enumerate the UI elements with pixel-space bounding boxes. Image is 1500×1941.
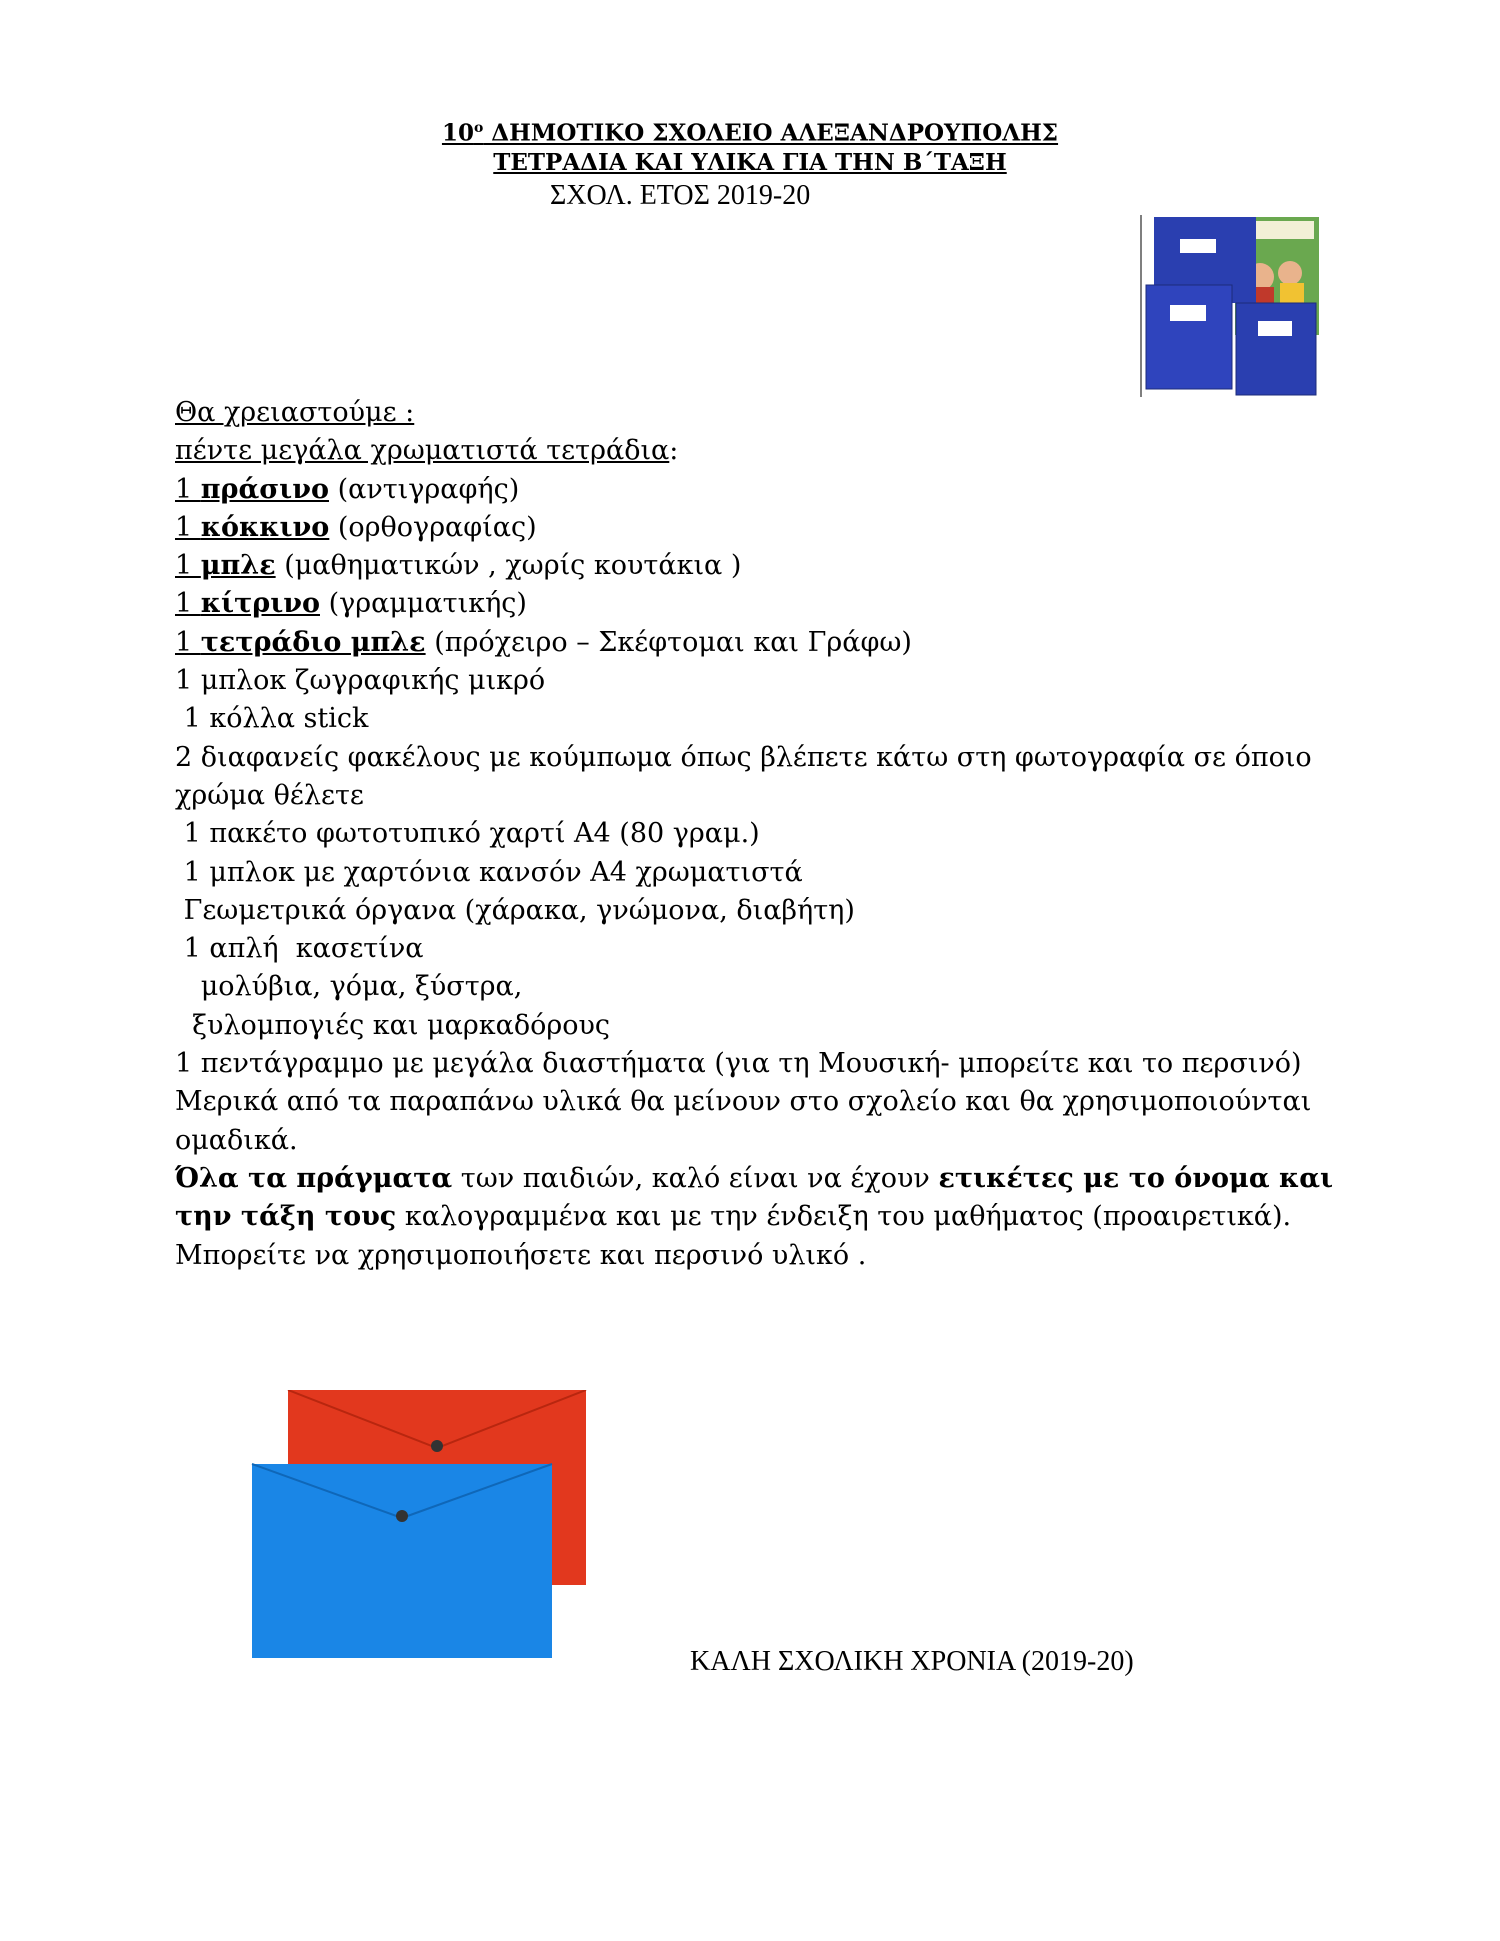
supply-item: 1 απλή κασετίνα xyxy=(175,933,424,965)
supplies-list xyxy=(175,394,1355,1275)
supply-item: 1 πεντάγραμμο με μεγάλα διαστήματα (για τη Μουσική- μπορείτε και το περσινό) xyxy=(175,1048,1302,1080)
supply-item: Γεωμετρικά όργανα (χάρακα, γνώμονα, διαβήτη) xyxy=(175,894,855,926)
notebook-item: 1 τετράδιο μπλε (πρόχειρο – Σκέφτομαι και Γράφω) xyxy=(175,626,912,658)
note-labels: Όλα τα πράγματα των παιδιών, καλό είναι να έχουν ετικέτες με το όνομα και την τάξη τους καλογραμμένα και με την ένδειξη του μαθήματος (προαιρετικά). xyxy=(175,1162,1334,1233)
page-title xyxy=(0,113,1500,149)
supply-item: 1 κόλλα stick xyxy=(175,703,369,735)
blue-notebook-icon xyxy=(1236,303,1316,395)
folders-photo xyxy=(250,1390,590,1660)
school-year: ΣΧΟΛ. ΕΤΟΣ 2019-20 xyxy=(550,180,811,211)
supply-item: 1 πακέτο φωτοτυπικό χαρτί Α4 (80 γραμ.) xyxy=(175,818,760,850)
notebook-item: 1 κόκκινο (ορθογραφίας) xyxy=(175,511,537,543)
supply-item: 1 μπλοκ ζωγραφικής μικρό xyxy=(175,665,546,697)
notebooks-photo xyxy=(1140,215,1320,397)
supply-item: 2 διαφανείς φακέλους με κούμπωμα όπως βλέπετε κάτω στη φωτογραφία σε όποιο χρώμα θέλετε xyxy=(175,741,1312,811)
school-number: 10 xyxy=(441,119,474,147)
notebook-item: 1 μπλε (μαθηματικών , χωρίς κουτάκια ) xyxy=(175,550,742,582)
supply-item: μολύβια, γόμα, ξύστρα, xyxy=(175,971,523,1003)
notebook-item: 1 κίτρινο (γραμματικής) xyxy=(175,588,527,620)
blue-notebook-icon xyxy=(1146,285,1232,389)
supply-item: ξυλομπογιές και μαρκαδόρους xyxy=(175,1009,610,1041)
closing-greeting: ΚΑΛΗ ΣΧΟΛΙΚΗ ΧΡΟΝΙΑ (2019-20) xyxy=(690,1646,1134,1677)
ordinal-suffix: ο xyxy=(473,120,484,136)
intro-notebooks: πέντε μεγάλα χρωματιστά τετράδια: xyxy=(175,435,679,467)
note-shared: Μερικά από τα παραπάνω υλικά θα μείνουν στο σχολείο και θα χρησιμοποιούνται ομαδικά. xyxy=(175,1086,1312,1156)
school-name: ΔΗΜΟΤΙΚΟ ΣΧΟΛΕΙΟ ΑΛΕΞΑΝΔΡΟΥΠΟΛΗΣ xyxy=(483,119,1059,147)
supply-item: 1 μπλοκ με χαρτόνια κανσόν Α4 χρωματιστά xyxy=(175,856,803,888)
note-reuse: Μπορείτε να χρησιμοποιήσετε και περσινό υλικό . xyxy=(175,1239,867,1271)
page-subtitle: ΤΕΤΡΑΔΙΑ ΚΑΙ ΥΛΙΚΑ ΓΙΑ ΤΗΝ Β΄ΤΑΞΗ xyxy=(493,149,1007,176)
blue-folder-icon xyxy=(252,1464,552,1658)
notebook-item: 1 πράσινο (αντιγραφής) xyxy=(175,473,520,505)
intro-need: Θα χρειαστούμε : xyxy=(175,397,415,428)
